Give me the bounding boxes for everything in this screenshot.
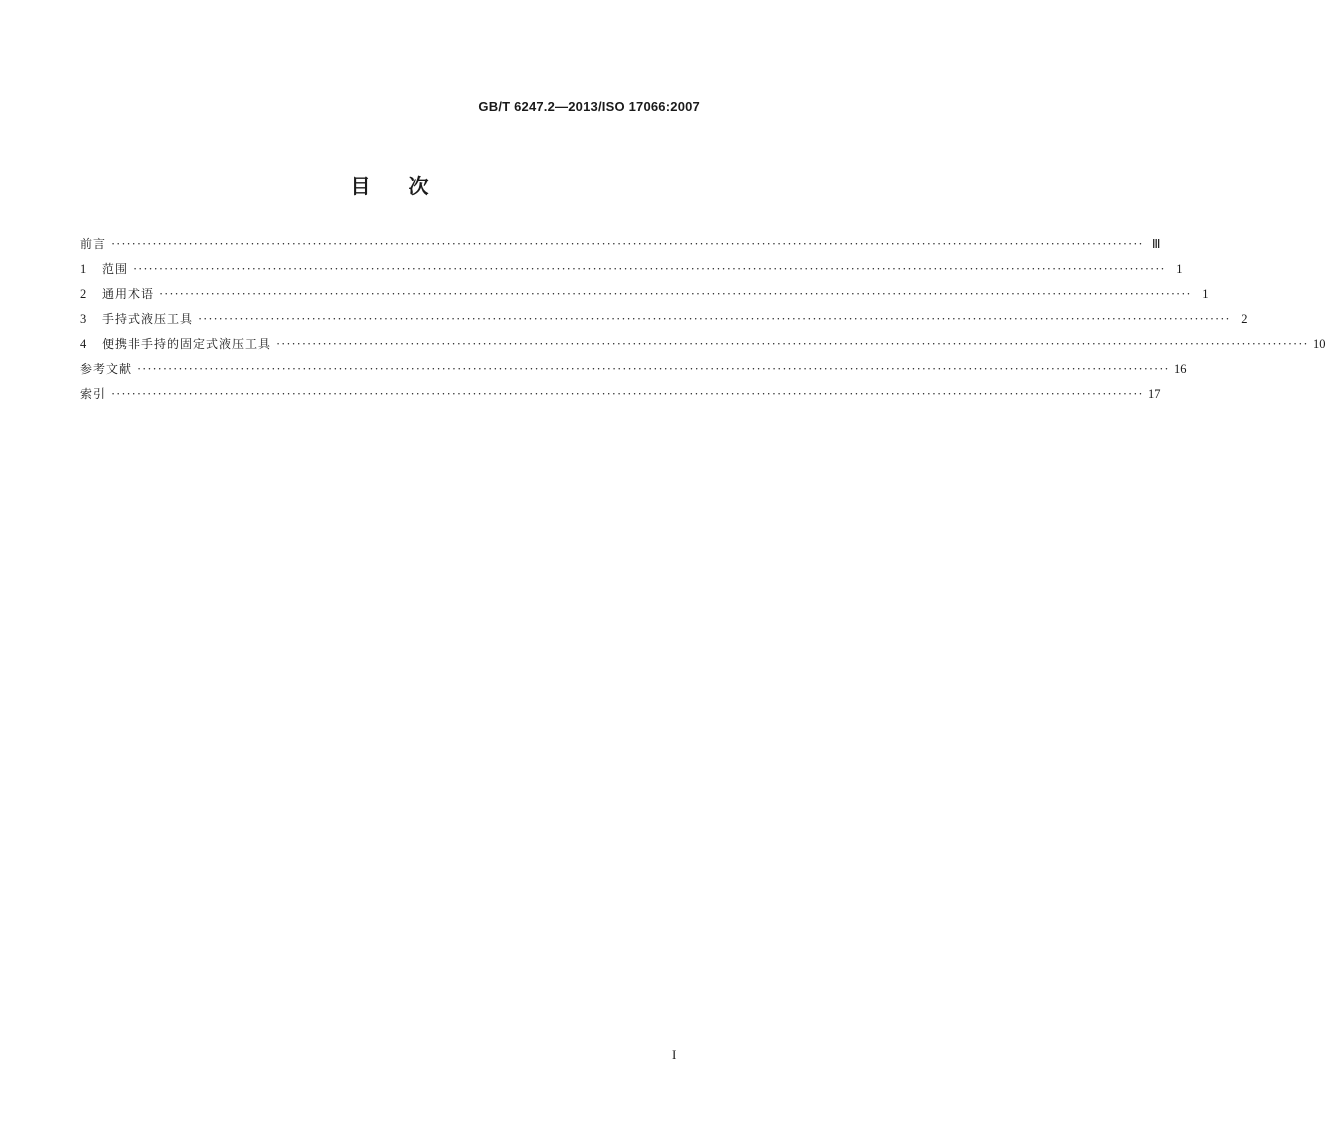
- toc-entry-portable-tools[interactable]: [80, 332, 1326, 357]
- toc-entry-number: 1: [80, 262, 87, 276]
- toc-entry-label: 便携非手持的固定式液压工具: [102, 337, 272, 351]
- toc-entry-hand-held-tools[interactable]: [80, 307, 1248, 332]
- toc-entry-page: 17: [1148, 387, 1161, 401]
- toc-entry-label: 通用术语: [102, 287, 155, 301]
- toc-entry-page: 2: [1241, 312, 1248, 326]
- toc-entry-general-terms[interactable]: [80, 282, 1209, 307]
- table-of-contents: [80, 232, 1326, 407]
- toc-leader-dots: ········································································································································································································: [111, 387, 1144, 401]
- toc-entry-page: 16: [1174, 362, 1187, 376]
- toc-entry-label: 索引: [80, 387, 107, 401]
- toc-entry-number: 3: [80, 312, 87, 326]
- toc-leader-dots: ········································································································································································································: [276, 337, 1309, 351]
- toc-entry-label: 参考文献: [80, 362, 133, 376]
- toc-leader-dots: ········································································································································································································: [137, 362, 1170, 376]
- title-char-2: 次: [408, 174, 431, 198]
- page-title: [0, 170, 781, 199]
- toc-entry-preface[interactable]: [80, 232, 1161, 257]
- toc-entry-page: Ⅲ: [1151, 237, 1161, 251]
- page-number: I: [672, 1047, 677, 1062]
- toc-entry-page: 10: [1313, 337, 1326, 351]
- toc-leader-dots: ········································································································································································································: [133, 262, 1166, 276]
- toc-leader-dots: ········································································································································································································: [198, 312, 1231, 326]
- toc-entry-label: 前言: [80, 237, 107, 251]
- toc-entry-index[interactable]: [80, 382, 1161, 407]
- title-char-1: 目: [350, 174, 373, 198]
- toc-leader-dots: ········································································································································································································: [159, 287, 1192, 301]
- toc-entry-label: 范围: [102, 262, 129, 276]
- toc-entry-page: 1: [1202, 287, 1209, 301]
- standard-number: GB/T 6247.2—2013/ISO 17066:2007: [478, 99, 700, 114]
- toc-entry-number: 4: [80, 337, 87, 351]
- toc-entry-page: 1: [1176, 262, 1183, 276]
- toc-entry-number: 2: [80, 287, 87, 301]
- toc-entry-scope[interactable]: [80, 257, 1183, 282]
- toc-entry-bibliography[interactable]: [80, 357, 1187, 382]
- toc-leader-dots: ········································································································································································································: [111, 237, 1144, 251]
- toc-entry-label: 手持式液压工具: [102, 312, 194, 326]
